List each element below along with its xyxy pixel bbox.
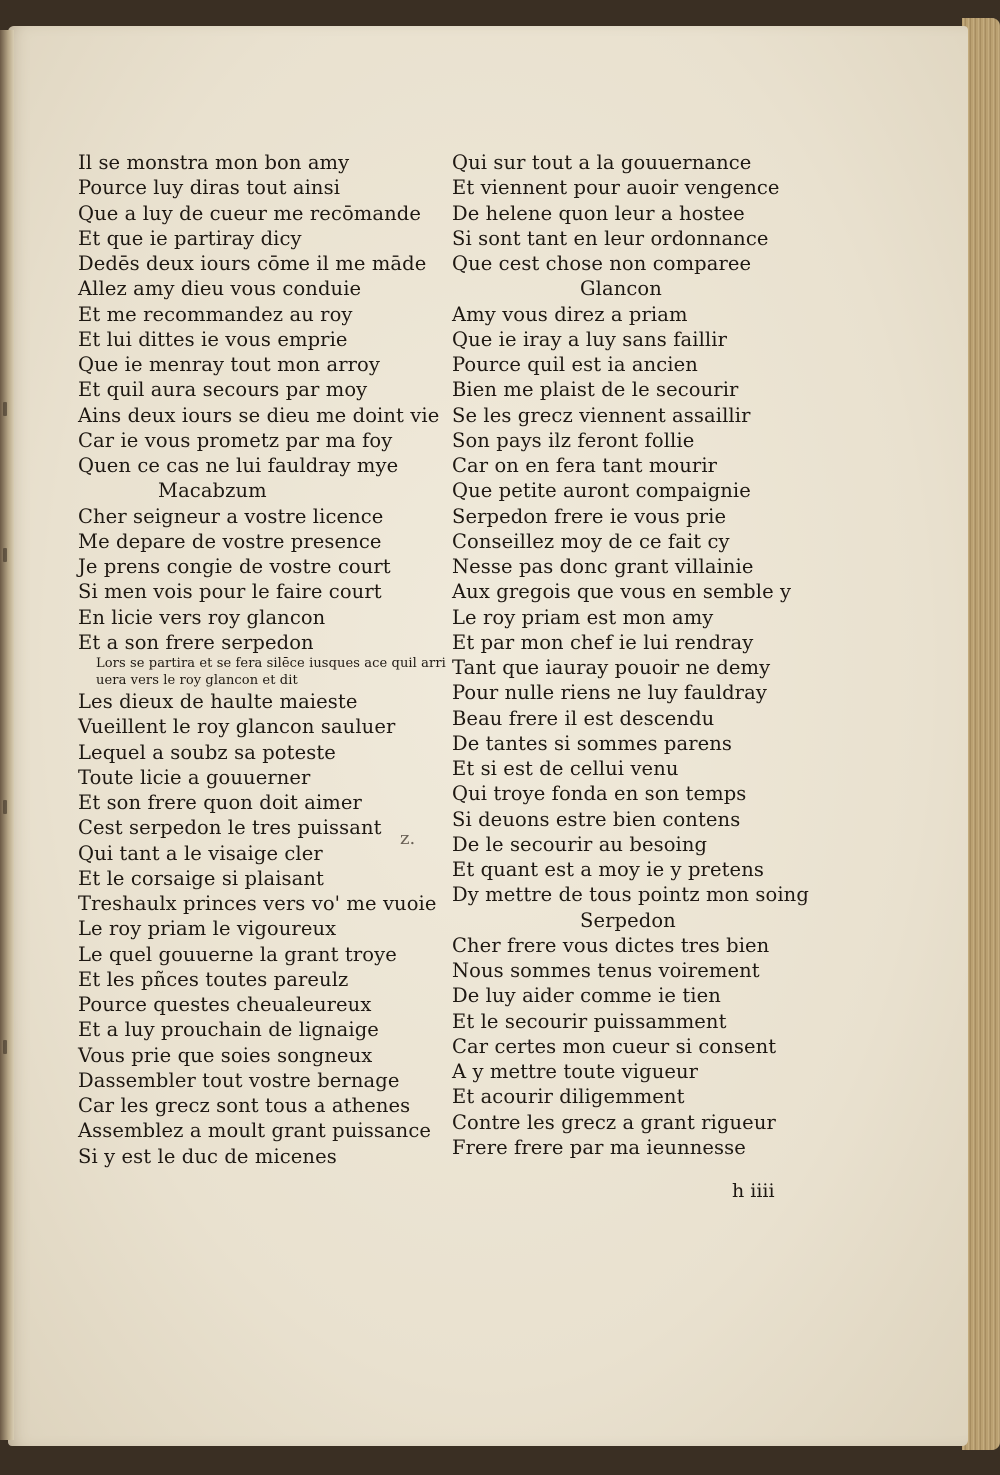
verse-line: Se les grecz viennent assaillir bbox=[452, 403, 751, 427]
verse-line: Que a luy de cueur me recōmande bbox=[78, 201, 421, 225]
verse-line: Car certes mon cueur si consent bbox=[452, 1034, 777, 1058]
verse-line: Vous prie que soies songneux bbox=[78, 1043, 373, 1067]
verse-line: Treshaulx princes vers vo' me vuoie bbox=[78, 892, 437, 915]
stage-direction-rubric: uera vers le roy glancon et dit bbox=[96, 673, 298, 688]
right-text-column bbox=[452, 150, 812, 1160]
verse-line: Qui tant a le visaige cler bbox=[78, 841, 323, 865]
verse-line: Quen ce cas ne lui fauldray mye bbox=[78, 454, 399, 477]
stage-direction-rubric: Lors se partira et se fera silēce iusques ace quil arri bbox=[96, 656, 446, 671]
verse-line: Bien me plaist de le secourir bbox=[452, 378, 739, 402]
verse-line: Et me recommandez au roy bbox=[78, 302, 353, 326]
verse-line: Amy vous direz a priam bbox=[452, 302, 688, 326]
verse-line: Cest serpedon le tres puissant bbox=[78, 816, 382, 840]
verse-line: Beau frere il est descendu bbox=[452, 706, 715, 730]
verse-line: Il se monstra mon bon amy bbox=[78, 151, 350, 174]
verse-line: De luy aider comme ie tien bbox=[452, 984, 721, 1008]
verse-line: Que petite auront compaignie bbox=[452, 479, 751, 503]
verse-line: Pour nulle riens ne luy fauldray bbox=[452, 681, 767, 705]
verse-line: Si deuons estre bien contens bbox=[452, 807, 741, 831]
verse-line: Le roy priam est mon amy bbox=[452, 605, 714, 629]
verse-line: Que ie menray tout mon arroy bbox=[78, 353, 380, 376]
verse-line: De tantes si sommes parens bbox=[452, 731, 733, 755]
verse-line: Si men vois pour le faire court bbox=[78, 580, 382, 604]
verse-line: Son pays ilz feront follie bbox=[452, 428, 695, 452]
verse-line: Car les grecz sont tous a athenes bbox=[78, 1094, 411, 1117]
verse-line: Aux gregois que vous en semble y bbox=[452, 580, 792, 604]
verse-line: Et lui dittes ie vous emprie bbox=[78, 327, 348, 351]
verse-line: Que ie iray a luy sans faillir bbox=[452, 327, 727, 351]
verse-line: Si sont tant en leur ordonnance bbox=[452, 226, 769, 250]
verse-line: Je prens congie de vostre court bbox=[78, 555, 391, 578]
verse-line: Et quant est a moy ie y pretens bbox=[452, 858, 764, 881]
verse-line: Tant que iauray pouoir ne demy bbox=[452, 656, 771, 679]
verse-line: Et les pñces toutes pareulz bbox=[78, 967, 349, 991]
verse-line: Et son frere quon doit aimer bbox=[78, 791, 362, 814]
verse-line: Et quil aura secours par moy bbox=[78, 378, 368, 402]
verse-line: Le quel gouuerne la grant troye bbox=[78, 942, 397, 966]
verse-line: Dy mettre de tous pointz mon soing bbox=[452, 883, 809, 907]
margin-annotation: z. bbox=[400, 828, 416, 849]
verse-line: Car on en fera tant mourir bbox=[452, 454, 718, 477]
verse-line: Conseillez moy de ce fait cy bbox=[452, 529, 730, 553]
verse-line: Si y est le duc de micenes bbox=[78, 1144, 337, 1168]
verse-line: De le secourir au besoing bbox=[452, 832, 708, 856]
verse-line: Serpedon frere ie vous prie bbox=[452, 504, 727, 528]
verse-line: Pource luy diras tout ainsi bbox=[78, 176, 341, 200]
speaker-heading: Serpedon bbox=[580, 908, 676, 932]
verse-line: Et a son frere serpedon bbox=[78, 630, 314, 654]
verse-line: Me depare de vostre presence bbox=[78, 529, 382, 553]
verse-line: Et par mon chef ie lui rendray bbox=[452, 630, 754, 654]
verse-line: Pource quil est ia ancien bbox=[452, 353, 698, 376]
signature-mark: h iiii bbox=[732, 1180, 775, 1202]
verse-line: Nous sommes tenus voirement bbox=[452, 959, 760, 982]
verse-line: Allez amy dieu vous conduie bbox=[78, 277, 362, 301]
verse-line: Les dieux de haulte maieste bbox=[78, 690, 358, 713]
verse-line: Frere frere par ma ieunnesse bbox=[452, 1135, 746, 1159]
verse-line: Le roy priam le vigoureux bbox=[78, 917, 337, 941]
verse-line: Qui troye fonda en son temps bbox=[452, 782, 747, 806]
verse-line: Toute licie a gouuerner bbox=[78, 765, 311, 789]
verse-line: Pource questes cheualeureux bbox=[78, 993, 372, 1016]
verse-line: Et acourir diligemment bbox=[452, 1085, 685, 1109]
verse-line: A y mettre toute vigueur bbox=[452, 1060, 699, 1083]
left-margin-mark bbox=[3, 800, 7, 814]
verse-line: Et le corsaige si plaisant bbox=[78, 866, 324, 890]
speaker-heading: Macabzum bbox=[158, 479, 267, 503]
left-margin-mark bbox=[3, 548, 7, 562]
verse-line: Et a luy prouchain de lignaige bbox=[78, 1018, 379, 1042]
binding-gutter bbox=[0, 30, 14, 1440]
verse-line: En licie vers roy glancon bbox=[78, 605, 326, 629]
verse-line: De helene quon leur a hostee bbox=[452, 201, 745, 225]
verse-line: Car ie vous prometz par ma foy bbox=[78, 428, 393, 452]
verse-line: Ains deux iours se dieu me doint vie bbox=[78, 403, 440, 427]
verse-line: Et le secourir puissamment bbox=[452, 1009, 727, 1033]
verse-line: Et que ie partiray dicy bbox=[78, 226, 302, 250]
verse-line: Nesse pas donc grant villainie bbox=[452, 555, 754, 578]
verse-line: Contre les grecz a grant rigueur bbox=[452, 1110, 776, 1134]
left-text-column bbox=[78, 150, 446, 1169]
left-margin-mark bbox=[3, 1040, 7, 1054]
verse-line: Cher frere vous dictes tres bien bbox=[452, 933, 770, 957]
speaker-heading: Glancon bbox=[580, 277, 662, 301]
verse-line: Cher seigneur a vostre licence bbox=[78, 504, 384, 528]
verse-line: Dedēs deux iours cōme il me māde bbox=[78, 252, 427, 275]
verse-line: Vueillent le roy glancon sauluer bbox=[78, 715, 396, 739]
verse-line: Et viennent pour auoir vengence bbox=[452, 176, 780, 200]
verse-line: Que cest chose non comparee bbox=[452, 252, 752, 275]
verse-line: Dassembler tout vostre bernage bbox=[78, 1068, 400, 1092]
left-margin-mark bbox=[3, 402, 7, 416]
verse-line: Qui sur tout a la gouuernance bbox=[452, 151, 752, 174]
verse-line: Lequel a soubz sa poteste bbox=[78, 740, 336, 764]
verse-line: Assemblez a moult grant puissance bbox=[78, 1119, 432, 1143]
verse-line: Et si est de cellui venu bbox=[452, 757, 679, 780]
